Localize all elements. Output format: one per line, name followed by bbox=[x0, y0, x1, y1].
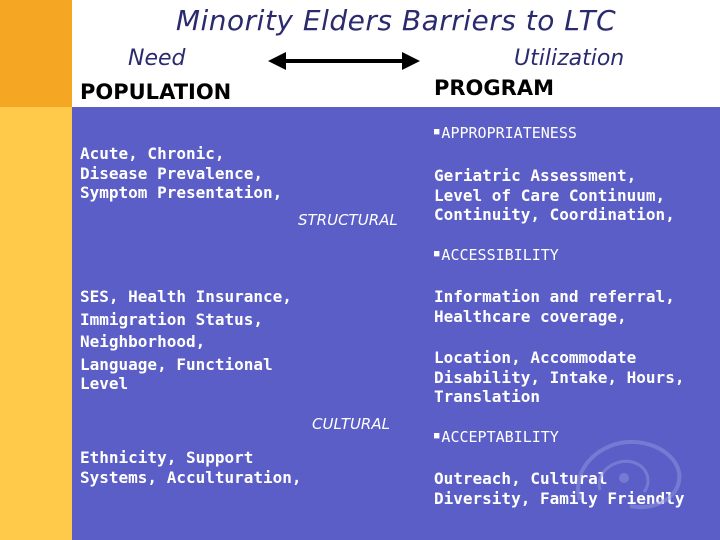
population-heading: POPULATION bbox=[80, 80, 232, 104]
population-line: Symptom Presentation, bbox=[80, 183, 283, 203]
logo-watermark-icon bbox=[560, 430, 690, 520]
program-line: Outreach, Cultural bbox=[434, 469, 608, 488]
accessibility-lines-2 bbox=[434, 348, 684, 407]
program-line: Continuity, Coordination, bbox=[434, 205, 675, 225]
accessibility-label: ACCESSIBILITY bbox=[441, 246, 559, 264]
structural-label: STRUCTURAL bbox=[298, 211, 398, 229]
program-line: Diversity, Family Friendly bbox=[434, 488, 685, 508]
program-line: Level of Care Continuum, bbox=[434, 185, 666, 205]
program-line: Information and referral, bbox=[434, 287, 675, 306]
population-line: Immigration Status, bbox=[80, 309, 264, 329]
acceptability-heading bbox=[434, 428, 559, 446]
cultural-label: CULTURAL bbox=[312, 415, 390, 433]
population-line: Disease Prevalence, bbox=[80, 163, 264, 183]
population-line: Level bbox=[80, 373, 129, 393]
population-line: Language, Functional bbox=[80, 355, 273, 375]
double-arrow-icon bbox=[268, 51, 420, 71]
square-bullet-icon: ■ bbox=[434, 249, 440, 259]
program-heading: PROGRAM bbox=[434, 76, 554, 100]
square-bullet-icon: ■ bbox=[434, 431, 440, 441]
population-block-1 bbox=[80, 144, 282, 203]
acceptability-label: ACCEPTABILITY bbox=[441, 428, 559, 446]
population-block-2 bbox=[80, 286, 292, 396]
program-line: Translation bbox=[434, 387, 540, 407]
program-line: Location, Accommodate bbox=[434, 348, 637, 367]
square-bullet-icon: ■ bbox=[434, 127, 440, 137]
appropriateness-lines bbox=[434, 166, 675, 225]
population-line: Systems, Acculturation, bbox=[80, 467, 302, 487]
appropriateness-label: APPROPRIATENESS bbox=[441, 124, 577, 142]
program-line: Healthcare coverage, bbox=[434, 306, 627, 326]
program-line: Geriatric Assessment, bbox=[434, 166, 637, 185]
population-block-3 bbox=[80, 448, 302, 487]
program-line: Disability, Intake, Hours, bbox=[434, 367, 685, 387]
slide-title: Minority Elders Barriers to LTC bbox=[175, 4, 617, 37]
utilization-label: Utilization bbox=[514, 46, 625, 71]
appropriateness-heading bbox=[434, 124, 577, 142]
accessibility-heading bbox=[434, 246, 559, 264]
need-label: Need bbox=[128, 46, 186, 71]
population-line: Ethnicity, Support bbox=[80, 448, 254, 467]
left-accent-bottom bbox=[0, 107, 72, 540]
population-line: Neighborhood, bbox=[80, 332, 206, 352]
population-line: SES, Health Insurance, bbox=[80, 287, 292, 306]
accessibility-lines-1 bbox=[434, 287, 675, 326]
population-line: Acute, Chronic, bbox=[80, 144, 225, 163]
left-accent-top bbox=[0, 0, 72, 107]
